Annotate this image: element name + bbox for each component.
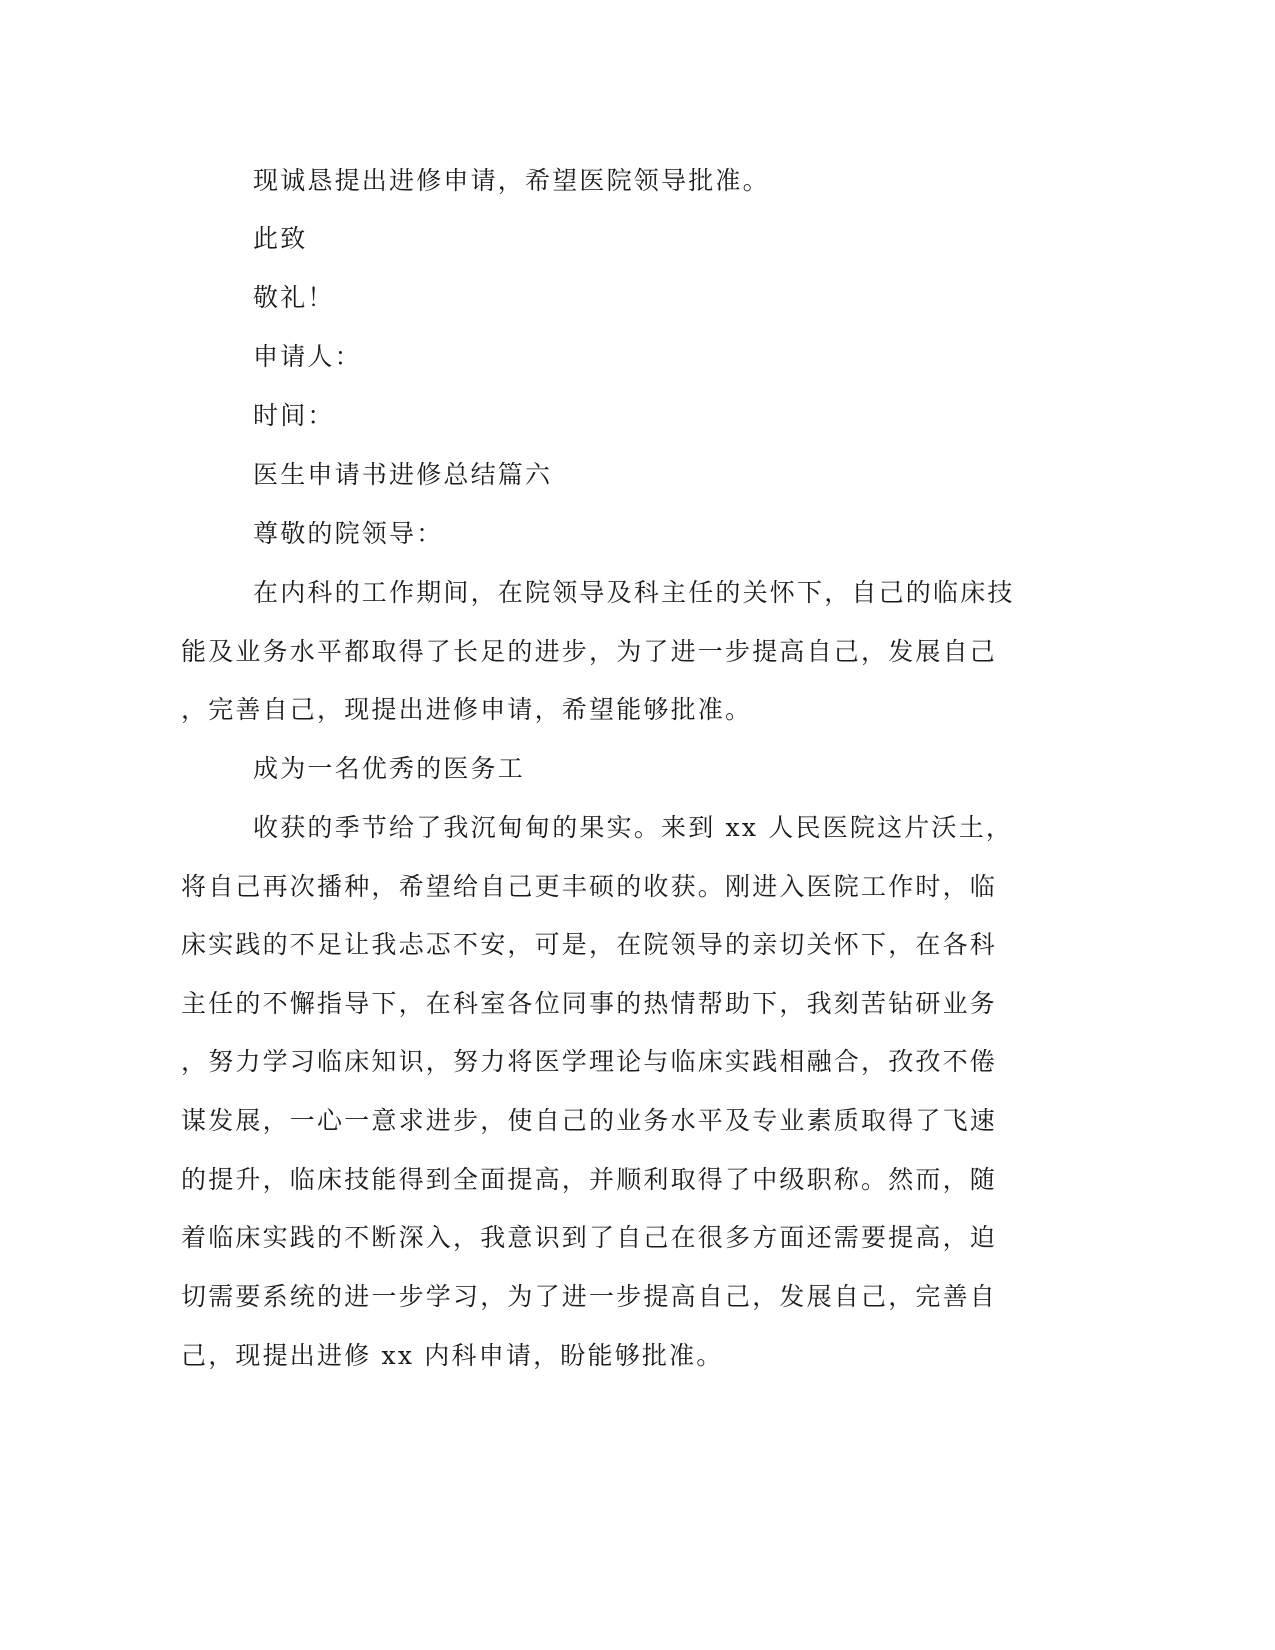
paragraph-2-line: 将自己再次播种，希望给自己更丰硕的收获。刚进入医院工作时，临 <box>181 872 998 901</box>
paragraph-1-line: ，完善自己，现提出进修申请，希望能够批准。 <box>181 695 753 724</box>
paragraph-2-line: ，努力学习临床知识，努力将医学理论与临床实践相融合，孜孜不倦 <box>181 1047 998 1076</box>
time-label: 时间： <box>253 401 335 430</box>
paragraph-2-line: 着临床实践的不断深入，我意识到了自己在很多方面还需要提高，迫 <box>181 1223 998 1252</box>
salutation-ci-zhi: 此致 <box>253 224 308 253</box>
subheading: 成为一名优秀的医务工 <box>253 754 526 783</box>
salutation-jing-li: 敬礼！ <box>253 283 335 312</box>
paragraph-1-line: 能及业务水平都取得了长足的进步，为了进一步提高自己，发展自己 <box>181 637 998 666</box>
paragraph-2-line: 切需要系统的进一步学习，为了进一步提高自己，发展自己，完善自 <box>181 1282 998 1311</box>
greeting: 尊敬的院领导： <box>253 519 444 548</box>
paragraph-2-line: 收获的季节给了我沉甸甸的果实。来到 xx 人民医院这片沃土， <box>253 813 1014 842</box>
paragraph-2-line: 己，现提出进修 xx 内科申请，盼能够批准。 <box>181 1341 724 1370</box>
paragraph-1-line: 在内科的工作期间，在院领导及科主任的关怀下，自己的临床技 <box>253 578 1015 607</box>
paragraph-2-line: 的提升，临床技能得到全面提高，并顺利取得了中级职称。然而，随 <box>181 1165 998 1194</box>
request-line: 现诚恳提出进修申请，希望医院领导批准。 <box>253 166 770 195</box>
paragraph-2-line: 主任的不懈指导下，在科室各位同事的热情帮助下，我刻苦钻研业务 <box>181 989 998 1018</box>
applicant-label: 申请人： <box>253 342 362 371</box>
paragraph-2-line: 床实践的不足让我忐忑不安，可是，在院领导的亲切关怀下，在各科 <box>181 930 998 959</box>
section-title: 医生申请书进修总结篇六 <box>253 460 553 489</box>
paragraph-2-line: 谋发展，一心一意求进步，使自己的业务水平及专业素质取得了飞速 <box>181 1106 998 1135</box>
